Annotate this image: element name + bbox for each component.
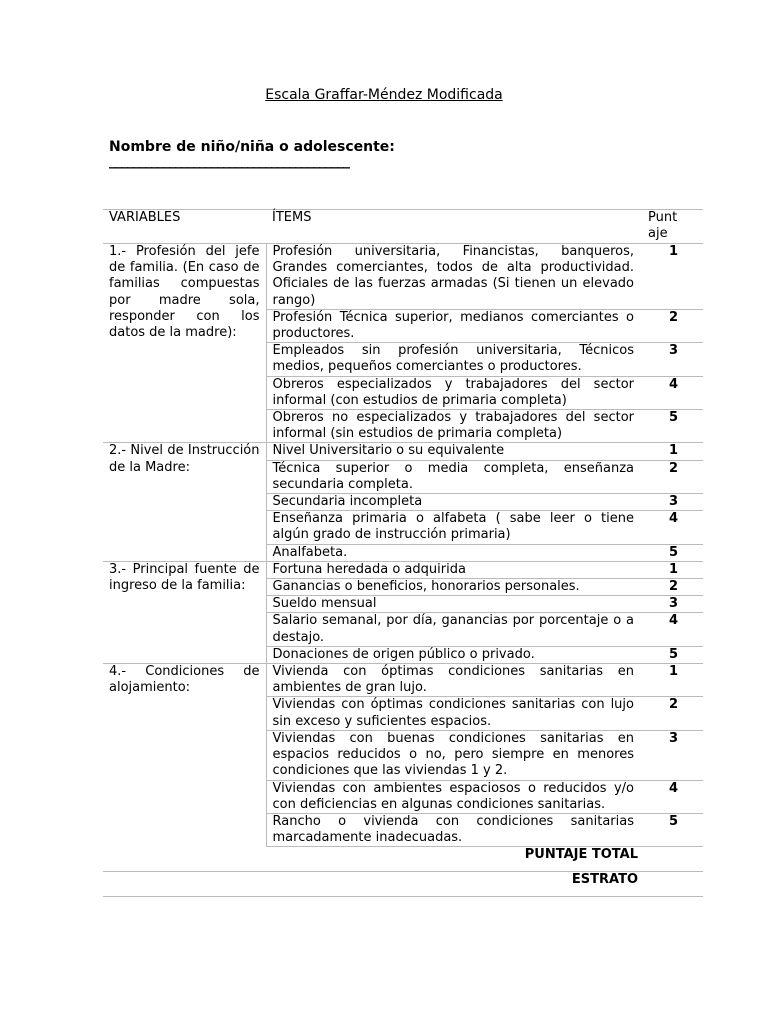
- points-cell: 2: [640, 460, 703, 493]
- stratum-value[interactable]: [640, 872, 703, 897]
- item-cell: Vivienda con óptimas condiciones sanitarias en ambientes de gran lujo.: [266, 664, 640, 697]
- variable-cell: 3.- Principal fuente de ingreso de la familia:: [103, 561, 266, 663]
- item-cell: Profesión universitaria, Financistas, banqueros, Grandes comerciantes, todos de alta productividad. Oficiales de las fuerzas armadas (Si tienen un elevado rango): [266, 244, 640, 310]
- table-row: [103, 443, 703, 460]
- points-cell: 3: [640, 596, 703, 613]
- item-cell: Viviendas con óptimas condiciones sanitarias con lujo sin exceso y suficientes espacios.: [266, 697, 640, 730]
- document-title: Escala Graffar-Méndez Modificada: [265, 87, 503, 103]
- item-cell: Secundaria incompleta: [266, 494, 640, 511]
- item-cell: Técnica superior o media completa, enseñanza secundaria completa.: [266, 460, 640, 493]
- item-cell: Profesión Técnica superior, medianos comerciantes o productores.: [266, 309, 640, 342]
- table-row: [103, 561, 703, 578]
- points-cell: 2: [640, 579, 703, 596]
- header-variables: VARIABLES: [103, 210, 266, 244]
- graffar-scale-table: [103, 209, 703, 897]
- total-score-row: [103, 847, 703, 872]
- child-name-blank-line[interactable]: ________________________________________: [109, 153, 349, 169]
- points-cell: 3: [640, 343, 703, 376]
- points-cell: 4: [640, 511, 703, 544]
- item-cell: Obreros especializados y trabajadores del sector informal (con estudios de primaria completa): [266, 376, 640, 409]
- item-cell: Enseñanza primaria o alfabeta ( sabe leer o tiene algún grado de instrucción primaria): [266, 511, 640, 544]
- stratum-label: ESTRATO: [103, 872, 640, 897]
- item-cell: Viviendas con buenas condiciones sanitarias en espacios reducidos o no, pero siempre en menores condiciones que las viviendas 1 y 2.: [266, 730, 640, 780]
- item-cell: Analfabeta.: [266, 544, 640, 561]
- points-cell: 4: [640, 613, 703, 646]
- points-cell: 5: [640, 646, 703, 663]
- points-cell: 5: [640, 544, 703, 561]
- header-points: [640, 210, 703, 244]
- item-cell: Obreros no especializados y trabajadores del sector informal (sin estudios de primaria completa): [266, 410, 640, 443]
- item-cell: Salario semanal, por día, ganancias por porcentaje o a destajo.: [266, 613, 640, 646]
- item-cell: Ganancias o beneficios, honorarios personales.: [266, 579, 640, 596]
- item-cell: Sueldo mensual: [266, 596, 640, 613]
- item-cell: Empleados sin profesión universitaria, Técnicos medios, pequeños comerciantes o productores.: [266, 343, 640, 376]
- points-cell: 2: [640, 697, 703, 730]
- child-name-label: Nombre de niño/niña o adolescente:: [109, 139, 395, 155]
- header-points-line1: Punt: [648, 210, 678, 225]
- table-row: [103, 664, 703, 697]
- points-cell: 2: [640, 309, 703, 342]
- table-row: [103, 244, 703, 310]
- item-cell: Rancho o vivienda con condiciones sanitarias marcadamente inadecuadas.: [266, 813, 640, 846]
- variable-cell: 1.- Profesión del jefe de familia. (En caso de familias compuestas por madre sola, responder con los datos de la madre):: [103, 244, 266, 443]
- item-cell: Donaciones de origen público o privado.: [266, 646, 640, 663]
- header-points-line2: aje: [648, 226, 668, 241]
- item-cell: Fortuna heredada o adquirida: [266, 561, 640, 578]
- total-score-label: PUNTAJE TOTAL: [103, 847, 640, 872]
- points-cell: 1: [640, 443, 703, 460]
- points-cell: 3: [640, 494, 703, 511]
- item-cell: Nivel Universitario o su equivalente: [266, 443, 640, 460]
- points-cell: 5: [640, 813, 703, 846]
- item-cell: Viviendas con ambientes espaciosos o reducidos y/o con deficiencias en algunas condiciones sanitarias.: [266, 780, 640, 813]
- points-cell: 4: [640, 780, 703, 813]
- points-cell: 1: [640, 561, 703, 578]
- points-cell: 5: [640, 410, 703, 443]
- points-cell: 3: [640, 730, 703, 780]
- header-items: ÍTEMS: [266, 210, 640, 244]
- table-header-row: [103, 210, 703, 244]
- points-cell: 4: [640, 376, 703, 409]
- variable-cell: 4.- Condiciones de alojamiento:: [103, 664, 266, 847]
- total-score-value[interactable]: [640, 847, 703, 872]
- points-cell: 1: [640, 244, 703, 310]
- stratum-row: [103, 872, 703, 897]
- variable-cell: 2.- Nivel de Instrucción de la Madre:: [103, 443, 266, 561]
- points-cell: 1: [640, 664, 703, 697]
